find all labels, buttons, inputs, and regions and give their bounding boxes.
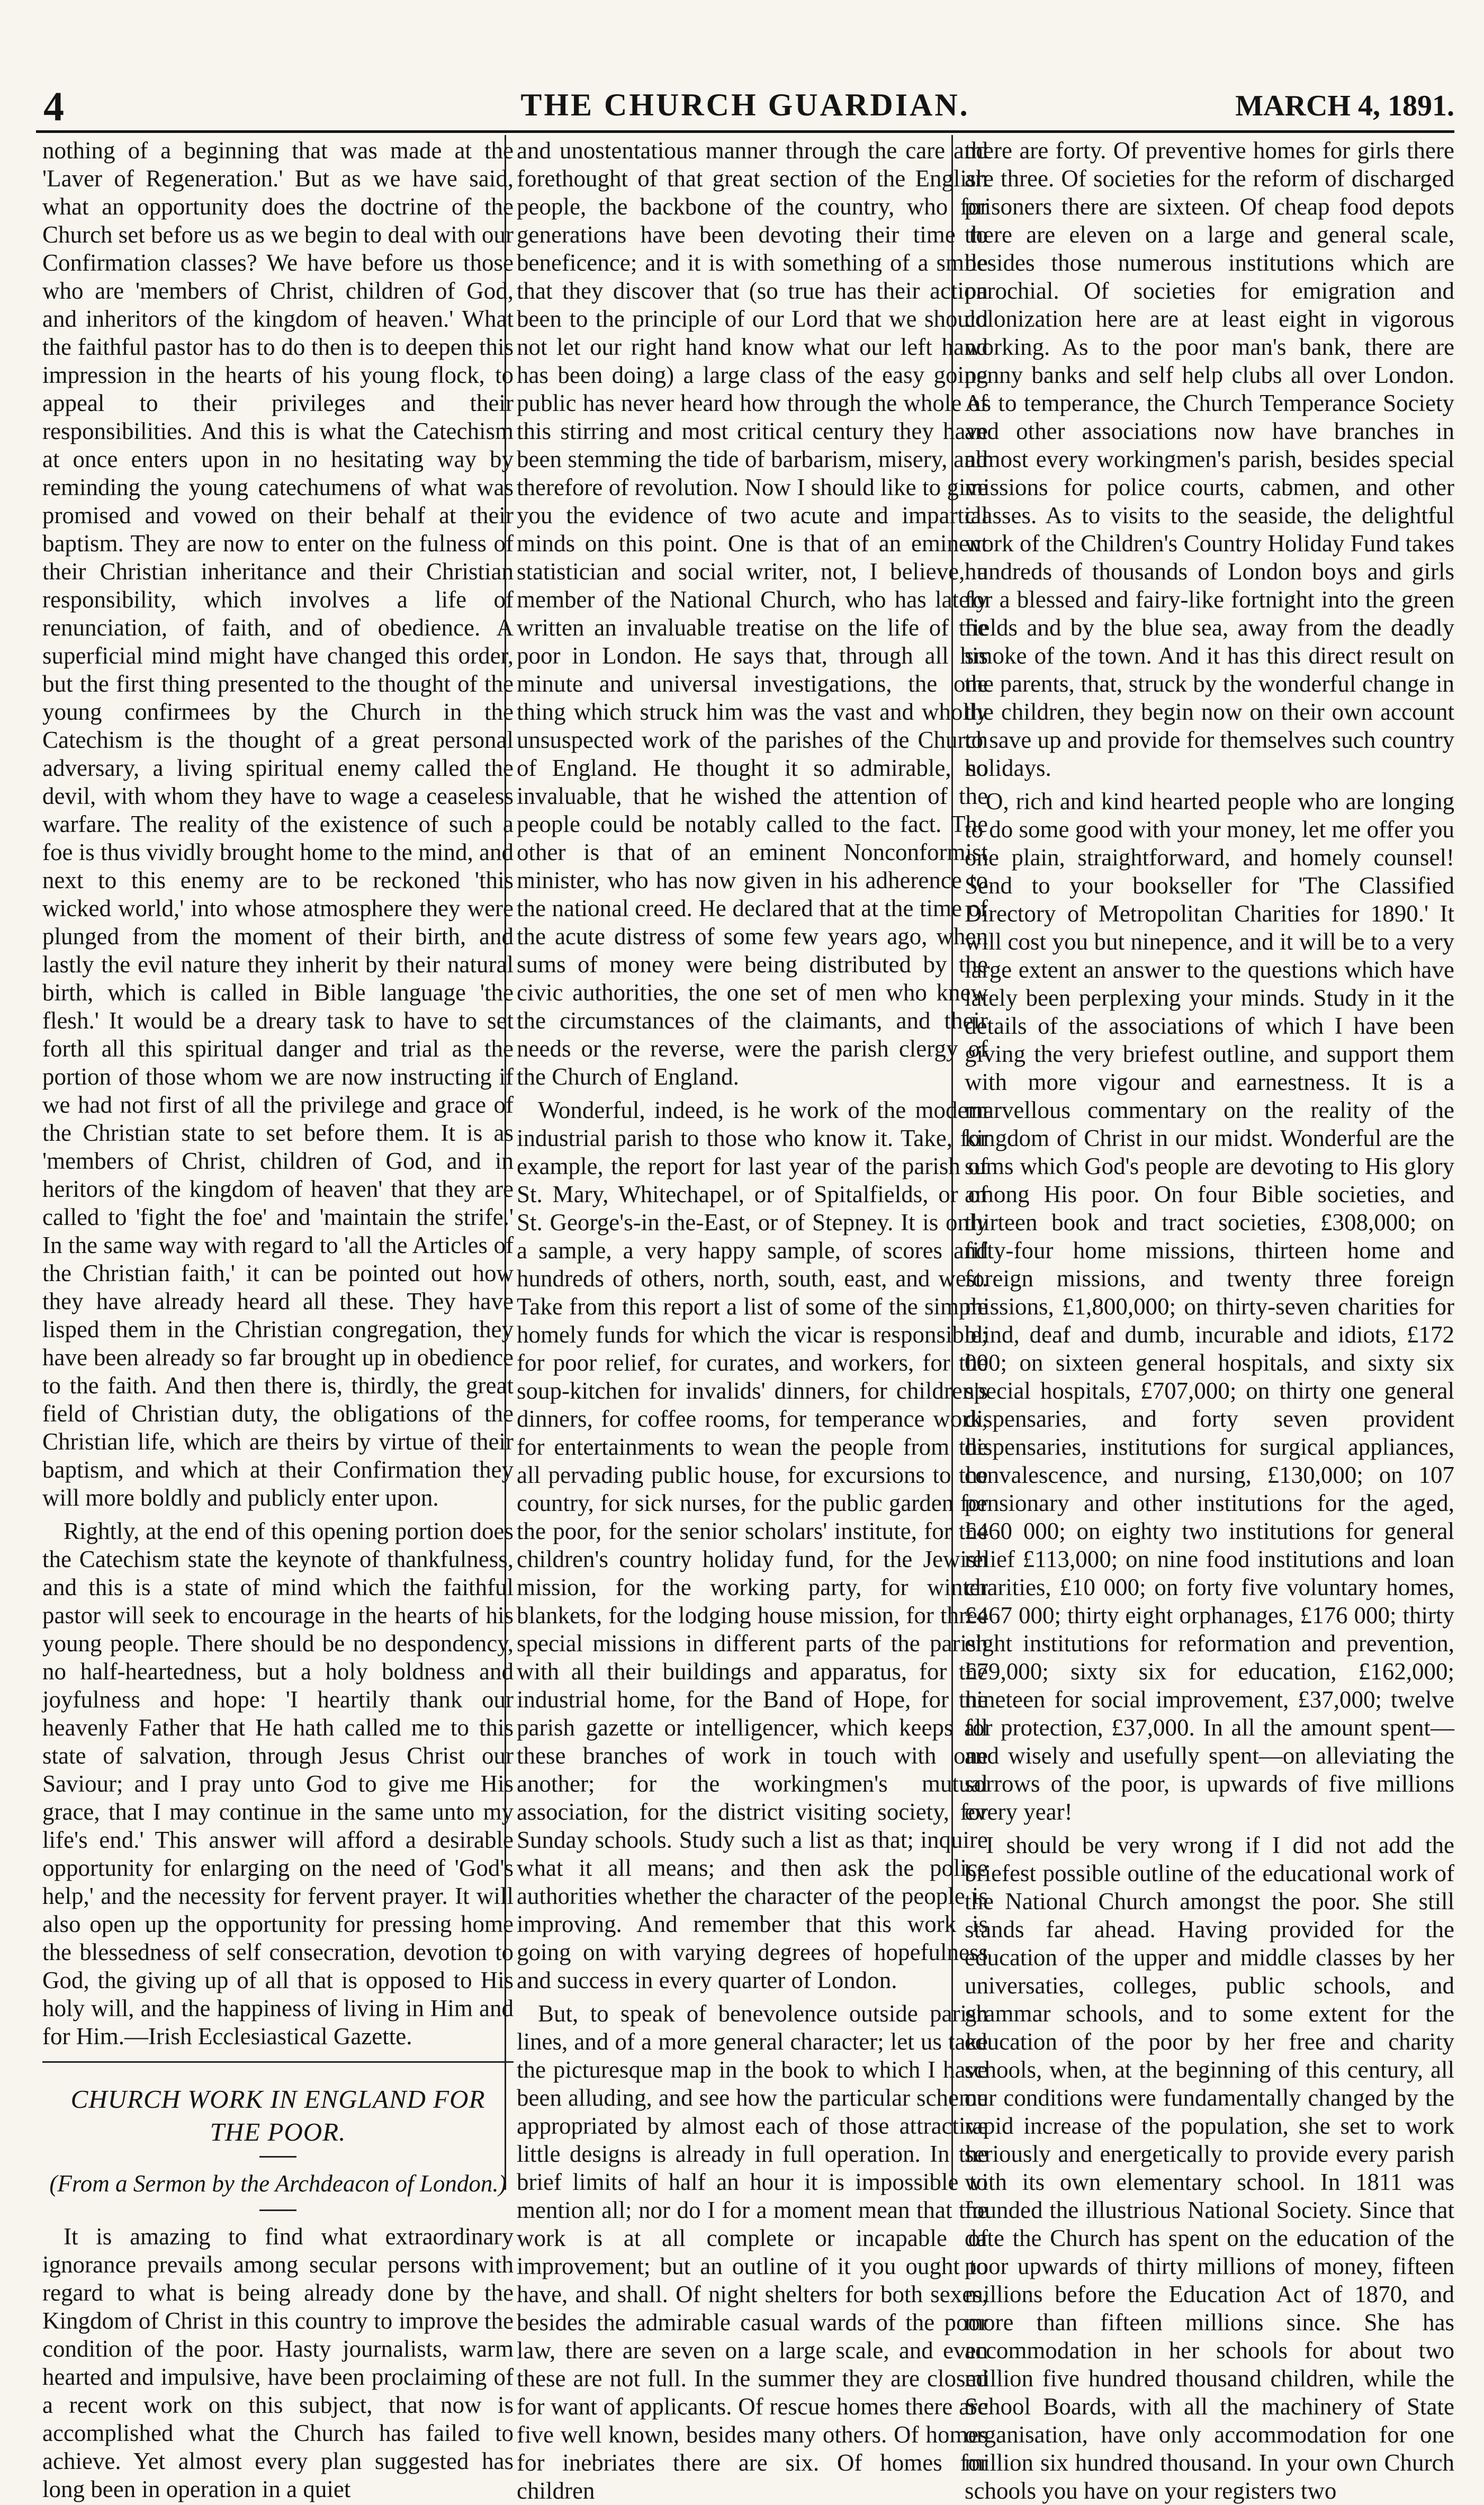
issue-date: MARCH 4, 1891.: [1235, 90, 1454, 122]
article-source: (From a Sermon by the Archdeacon of London.): [49, 2170, 507, 2197]
article-heading: CHURCH WORK IN ENGLAND FOR THE POOR.: [70, 2084, 485, 2146]
article-paragraph: and unostentatious manner through the care and forethought of that great section of the English people, the backbone of the country, who for generations have been devoting their time to beneficence; and it is with something of a smile that they discover that (so true has their action been to the principle of our Lord that we should not let our right hand know what our left hand has been doing) a large class of the easy going public has never heard how through the whole of this stirring and most critical century they have been stemming the tide of barbarism, misery, and therefore of revolution. Now I should like to give you the evidence of two acute and impartial minds on this point. One is that of an eminent statistician and social writer, not, I believe, a member of the National Church, who has lately written an invaluable treatise on the life of the poor in London. He says that, through all his minute and universal investigations, the one thing which struck him was the vast and wholly unsuspected work of the parishes of the Church of England. He thought it so admirable, so invaluable, that he wished the attention of the people could be notably called to the fact. The other is that of an eminent Nonconformist minister, who has now given in his adherence to the national creed. He declared that at the time of the acute distress of some few years ago, when sums of money were being distributed by the civic authorities, the one set of men who knew the circumstances of the claimants, and their needs or the reverse, were the parish clergy of the Church of England.: [517, 137, 988, 1090]
article-divider: [42, 2061, 514, 2063]
masthead: [36, 79, 1454, 133]
article-paragraph: It is amazing to find what extraordinary ignorance prevails among secular persons with regard to what is being already done by the Kingdom of Christ in this country to improve the condition of the poor. Hasty journalists, warm hearted and impulsive, have been proclaiming of a recent work on this subject, that now is accomplished what the Church has failed to achieve. Yet almost every plan suggested has long been in operation in a quiet: [42, 2223, 514, 2502]
article-paragraph: there are forty. Of preventive homes for girls there are three. Of societies for the reform of discharged prisoners there are sixteen. Of cheap food depots there are eleven on a large and general scale, besides those numerous institutions which are parochial. Of societies for emigration and colonization here are at least eight in vigorous working. As to the poor man's bank, there are penny banks and self help clubs all over London. As to temperance, the Church Temperance Society and other associations now have branches in almost every workingmen's parish, besides special missions for police courts, cabmen, and other classes. As to visits to the seaside, the delightful work of the Children's Country Holiday Fund takes hundreds of thousands of London boys and girls for a blessed and fairy-like fortnight into the green fields and by the blue sea, away from the deadly smoke of the town. And it has this direct result on the parents, that, struck by the wonderful change in the children, they begin now on their own account to save up and provide for themselves such country holidays.: [965, 137, 1454, 781]
article-paragraph: I should be very wrong if I did not add the briefest possible outline of the educational work of the National Church amongst the poor. She still stands far ahead. Having provided for the education of the upper and middle classes by her universaties, colleges, public schools, and grammar schools, and to some extent for the education of the poor by her free and charity schools, when, at the beginning of this century, all our conditions were fundamentally changed by the rapid increase of the population, she set to work seriously and energetically to provide every parish with its own elementary school. In 1811 was founded the illustrious National Society. Since that date the Church has spent on the education of the poor upwards of thirty millions of money, fifteen millions before the Education Act of 1870, and more than fifteen millions since. She has accommodation in her schools for about two million five hundred thousand children, while the School Boards, with all the machinery of State organisation, have only accommodation for one million six hundred thousand. In your own Church schools you have on your registers two: [965, 1832, 1454, 2504]
column-3: [965, 137, 1454, 2504]
heading-rule: [259, 2156, 296, 2158]
column-2: [517, 137, 988, 2504]
article-paragraph: O, rich and kind hearted people who are longing to do some good with your money, let me offer you one plain, straightforward, and homely counsel! Send to your bookseller for 'The Classified Directory of Metropolitan Charities for 1890.' It will cost you but ninepence, and it will be to a very large extent an answer to the questions which have lately been perplexing your minds. Study in it the details of the associations of which I have been giving the very briefest outline, and support them with more vigour and earnestness. It is a marvellous commentary on the reality of the kingdom of Christ in our midst. Wonderful are the sums which God's people are devoting to His glory among His poor. On four Bible societies, and thirteen book and tract societies, £308,000; on fifty-four home missions, thirteen home and foreign missions, and twenty three foreign missions, £1,800,000; on thirty-seven charities for blind, deaf and dumb, incurable and idiots, £172 000; on sixteen general hospitals, and sixty six special hospitals, £707,000; on thirty one general dispensaries, and forty seven provident dispensaries, institutions for surgical appliances, convalescence, and nursing, £130,000; on 107 pensionary and other institutions for the aged, £460 000; on eighty two institutions for general relief £113,000; on nine food institutions and loan charities, £10 000; on forty five voluntary homes, £467 000; thirty eight orphanages, £176 000; thirty eight institutions for reformation and prevention, £79,000; sixty six for education, £162,000; nineteen for social improvement, £37,000; twelve for protection, £37,000. In all the amount spent—and wisely and usefully spent—on alleviating the sorrows of the poor, is upwards of five millions every year!: [965, 788, 1454, 1825]
heading-rule: [259, 2209, 296, 2211]
newspaper-title: THE CHURCH GUARDIAN.: [520, 87, 970, 122]
article-paragraph: Rightly, at the end of this opening portion does the Catechism state the keynote of thankfulness, and this is a state of mind which the faithful pastor will seek to encourage in the hearts of his young people. There should be no despondency, no half-heartedness, but a holy boldness and joyfulness and hope: 'I heartily thank our heavenly Father that He hath called me to this state of salvation, through Jesus Christ our Saviour; and I pray unto God to give me His grace, that I may continue in the same unto my life's end.' This answer will afford a desirable opportunity for enlarging on the need of 'God's help,' and the necessity for fervent prayer. It will also open up the opportunity for pressing home the blessedness of self consecration, devotion to God, the giving up of all that is opposed to His holy will, and the happiness of living in Him and for Him.—Irish Ecclesiastical Gazette.: [42, 1518, 514, 2050]
article-paragraph: But, to speak of benevolence outside parish lines, and of a more general character; let us take the picturesque map in the book to which I have been alluding, and see how the particular scheme appropriated by almost each of those attractive little designs is already in full operation. In the brief limits of half an hour it is impossible to mention all; nor do I for a moment mean that the work is at all complete or incapable of improvement; but an outline of it you ought to have, and shall. Of night shelters for both sexes, besides the admirable casual wards of the poor law, there are seven on a large scale, and even these are not full. In the summer they are closed for want of applicants. Of rescue homes there are five well known, besides many others. Of homes for inebriates there are six. Of homes for children: [517, 2000, 988, 2504]
article-paragraph: Wonderful, indeed, is he work of the modern industrial parish to those who know it. Take, for example, the report for last year of the parish of St. Mary, Whitechapel, or of Spitalfields, or of St. George's-in the-East, or of Stepney. It is only a sample, a very happy sample, of scores and hundreds of others, north, south, east, and west. Take from this report a list of some of the simple homely funds for which the vicar is responsible; for poor relief, for curates, and workers, for the soup-kitchen for invalids' dinners, for children's dinners, for coffee rooms, for temperance work, for entertainments to wean the people from the all pervading public house, for excursions to the country, for sick nurses, for the public garden for the poor, for the senior scholars' institute, for the children's country holiday fund, for the Jewish mission, for the working party, for winter blankets, for the lodging house mission, for three special missions in different parts of the parish with all their buildings and apparatus, for the industrial home, for the Band of Hope, for the parish gazette or intelligencer, which keeps all these branches of work in touch with one another; for the workingmen's mutual association, for the district visiting society, for Sunday schools. Study such a list as that; inquire what it all means; and then ask the police authorities whether the character of the people is improving. And remember that this work is going on with varying degrees of hopefulness and success in every quarter of London.: [517, 1097, 988, 1993]
article-paragraph: nothing of a beginning that was made at the 'Laver of Regeneration.' But as we have said, what an opportunity does the doctrine of the Church set before us as we begin to deal with our Confirmation classes? We have before us those who are 'members of Christ, children of God, and inheritors of the kingdom of heaven.' What the faithful pastor has to do then is to deepen this impression in the hearts of his young flock, to appeal to their privileges and their responsibilities. And this is what the Catechism at once enters upon in no hesitating way by reminding the young catechumens of what was promised and vowed on their behalf at their baptism. They are now to enter on the fulness of their Christian inheritance and their Christian responsibility, which involves a life of renunciation, of faith, and of obedience. A superficial mind might have changed this order, but the first thing presented to the thought of the young confirmees by the Church in the Catechism is the thought of a great personal adversary, a living spiritual enemy called the devil, with whom they have to wage a ceaseless warfare. The reality of the existence of such a foe is thus vividly brought home to the mind, and next to this enemy are to be reckoned 'this wicked world,' into whose atmosphere they were plunged from the moment of their birth, and lastly the evil nature they inherit by their natural birth, which is called in Bible language 'the flesh.' It would be a dreary task to have to set forth all this spiritual danger and trial as the portion of those whom we are now instructing if we had not first of all the privilege and grace of the Christian state to set before them. It is as 'members of Christ, children of God, and in heritors of the kingdom of heaven' that they are called to 'fight the foe' and 'maintain the strife.' In the same way with regard to 'all the Articles of the Christian faith,' it can be pointed out how they have already heard all these. They have lisped them in the Christian congregation, they have been already so far brought up in obedience to the faith. And then there is, thirdly, the great field of Christian duty, the obligations of the Christian life, which are theirs by virtue of their baptism, and which at their Confirmation they will more boldly and publicly enter upon.: [42, 137, 514, 1511]
column-1: [42, 137, 514, 2502]
page-number: 4: [43, 83, 64, 129]
